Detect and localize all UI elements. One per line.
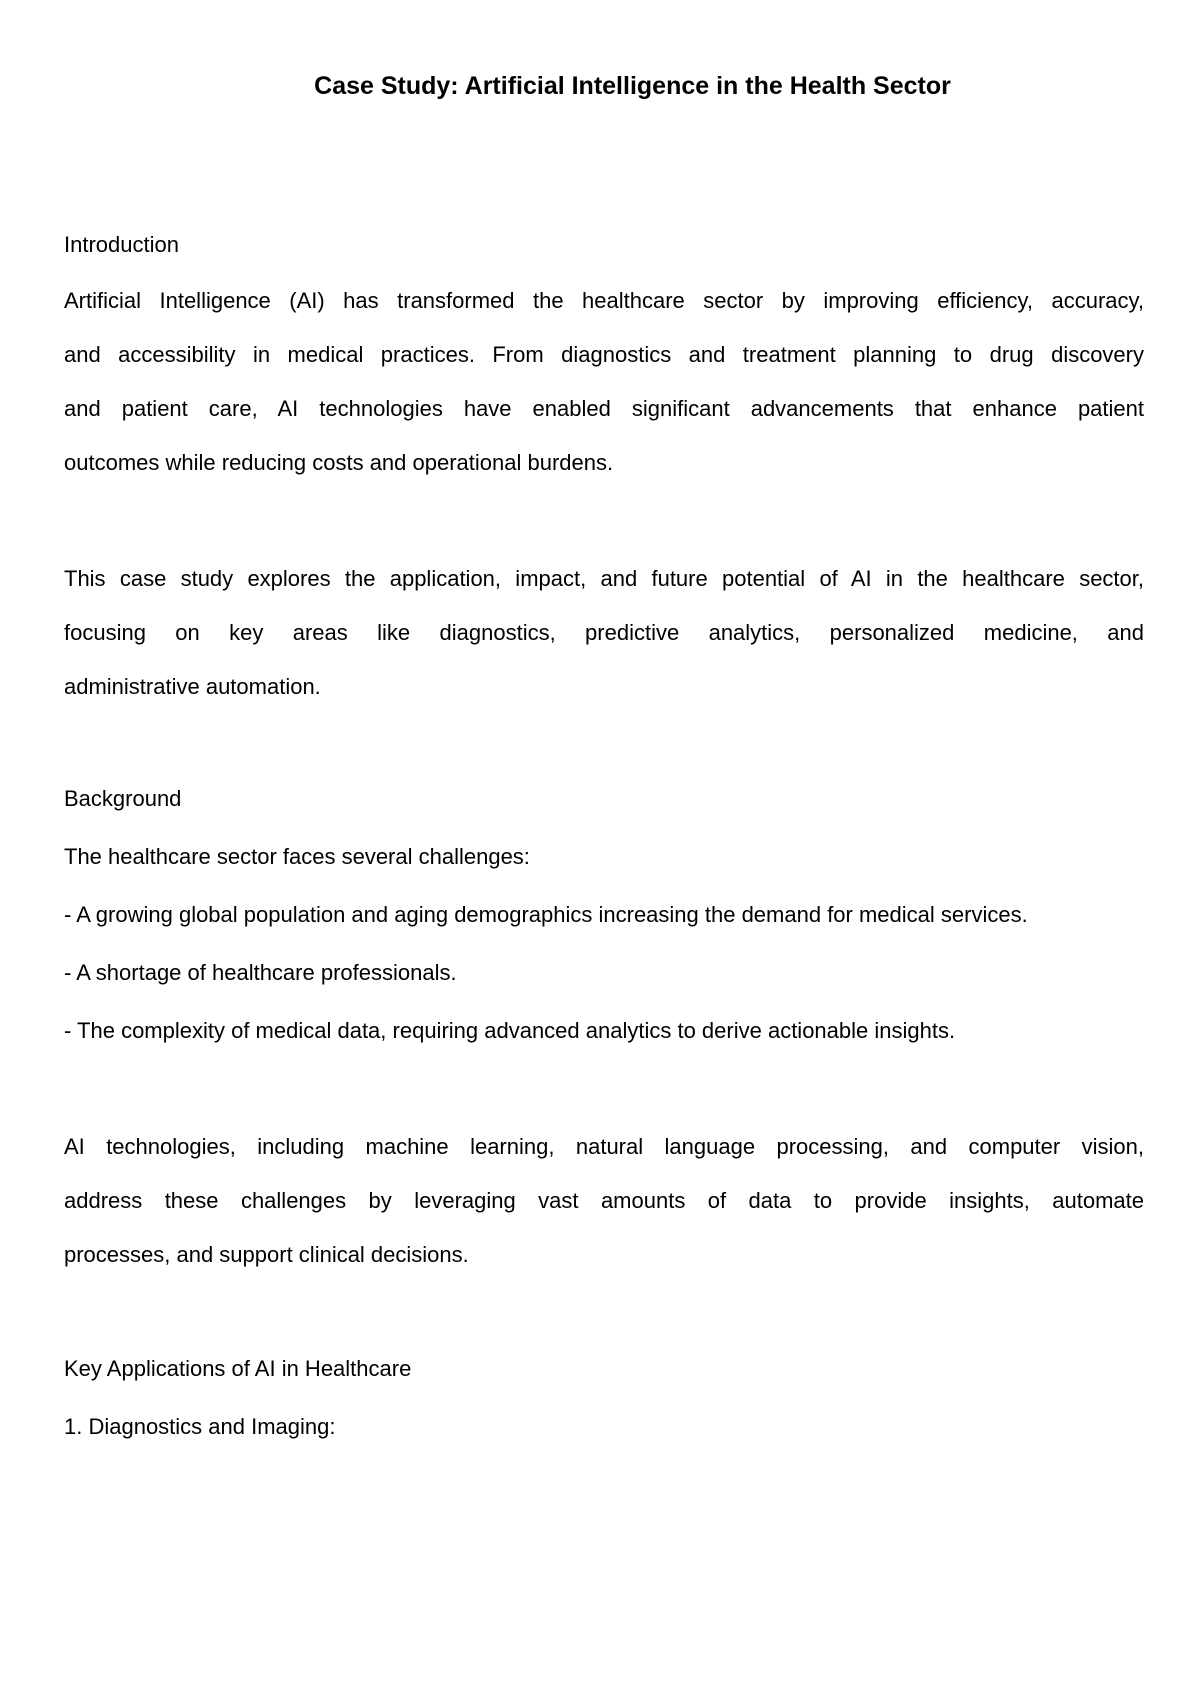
paragraph-line: outcomes while reducing costs and operational burdens. bbox=[64, 450, 614, 475]
list-item: - A growing global population and aging demographics increasing the demand for medical services. bbox=[64, 902, 1028, 927]
paragraph-line: processes, and support clinical decisions. bbox=[64, 1242, 469, 1267]
paragraph-line: This case study explores the application, impact, and future potential of AI in the healthcare sector, bbox=[64, 566, 1144, 591]
paragraph-line: address these challenges by leveraging vast amounts of data to provide insights, automate bbox=[64, 1188, 1144, 1213]
section-heading-introduction: Introduction bbox=[64, 232, 179, 257]
list-item: - The complexity of medical data, requiring advanced analytics to derive actionable insights. bbox=[64, 1018, 956, 1043]
paragraph-line: Artificial Intelligence (AI) has transformed the healthcare sector by improving efficiency, accuracy, bbox=[64, 288, 1144, 313]
section-heading-background: Background bbox=[64, 786, 182, 811]
document-title: Case Study: Artificial Intelligence in the Health Sector bbox=[314, 72, 951, 100]
list-item: 1. Diagnostics and Imaging: bbox=[64, 1414, 336, 1439]
paragraph-line: focusing on key areas like diagnostics, predictive analytics, personalized medicine, and bbox=[64, 620, 1144, 645]
list-item: - A shortage of healthcare professionals. bbox=[64, 960, 457, 985]
paragraph-line: The healthcare sector faces several challenges: bbox=[64, 844, 530, 869]
paragraph-line: and accessibility in medical practices. From diagnostics and treatment planning to drug discovery bbox=[64, 342, 1144, 367]
paragraph-line: administrative automation. bbox=[64, 674, 321, 699]
section-heading-applications: Key Applications of AI in Healthcare bbox=[64, 1356, 412, 1381]
paragraph-line: AI technologies, including machine learning, natural language processing, and computer vision, bbox=[64, 1134, 1144, 1159]
paragraph-line: and patient care, AI technologies have enabled significant advancements that enhance patient bbox=[64, 396, 1144, 421]
